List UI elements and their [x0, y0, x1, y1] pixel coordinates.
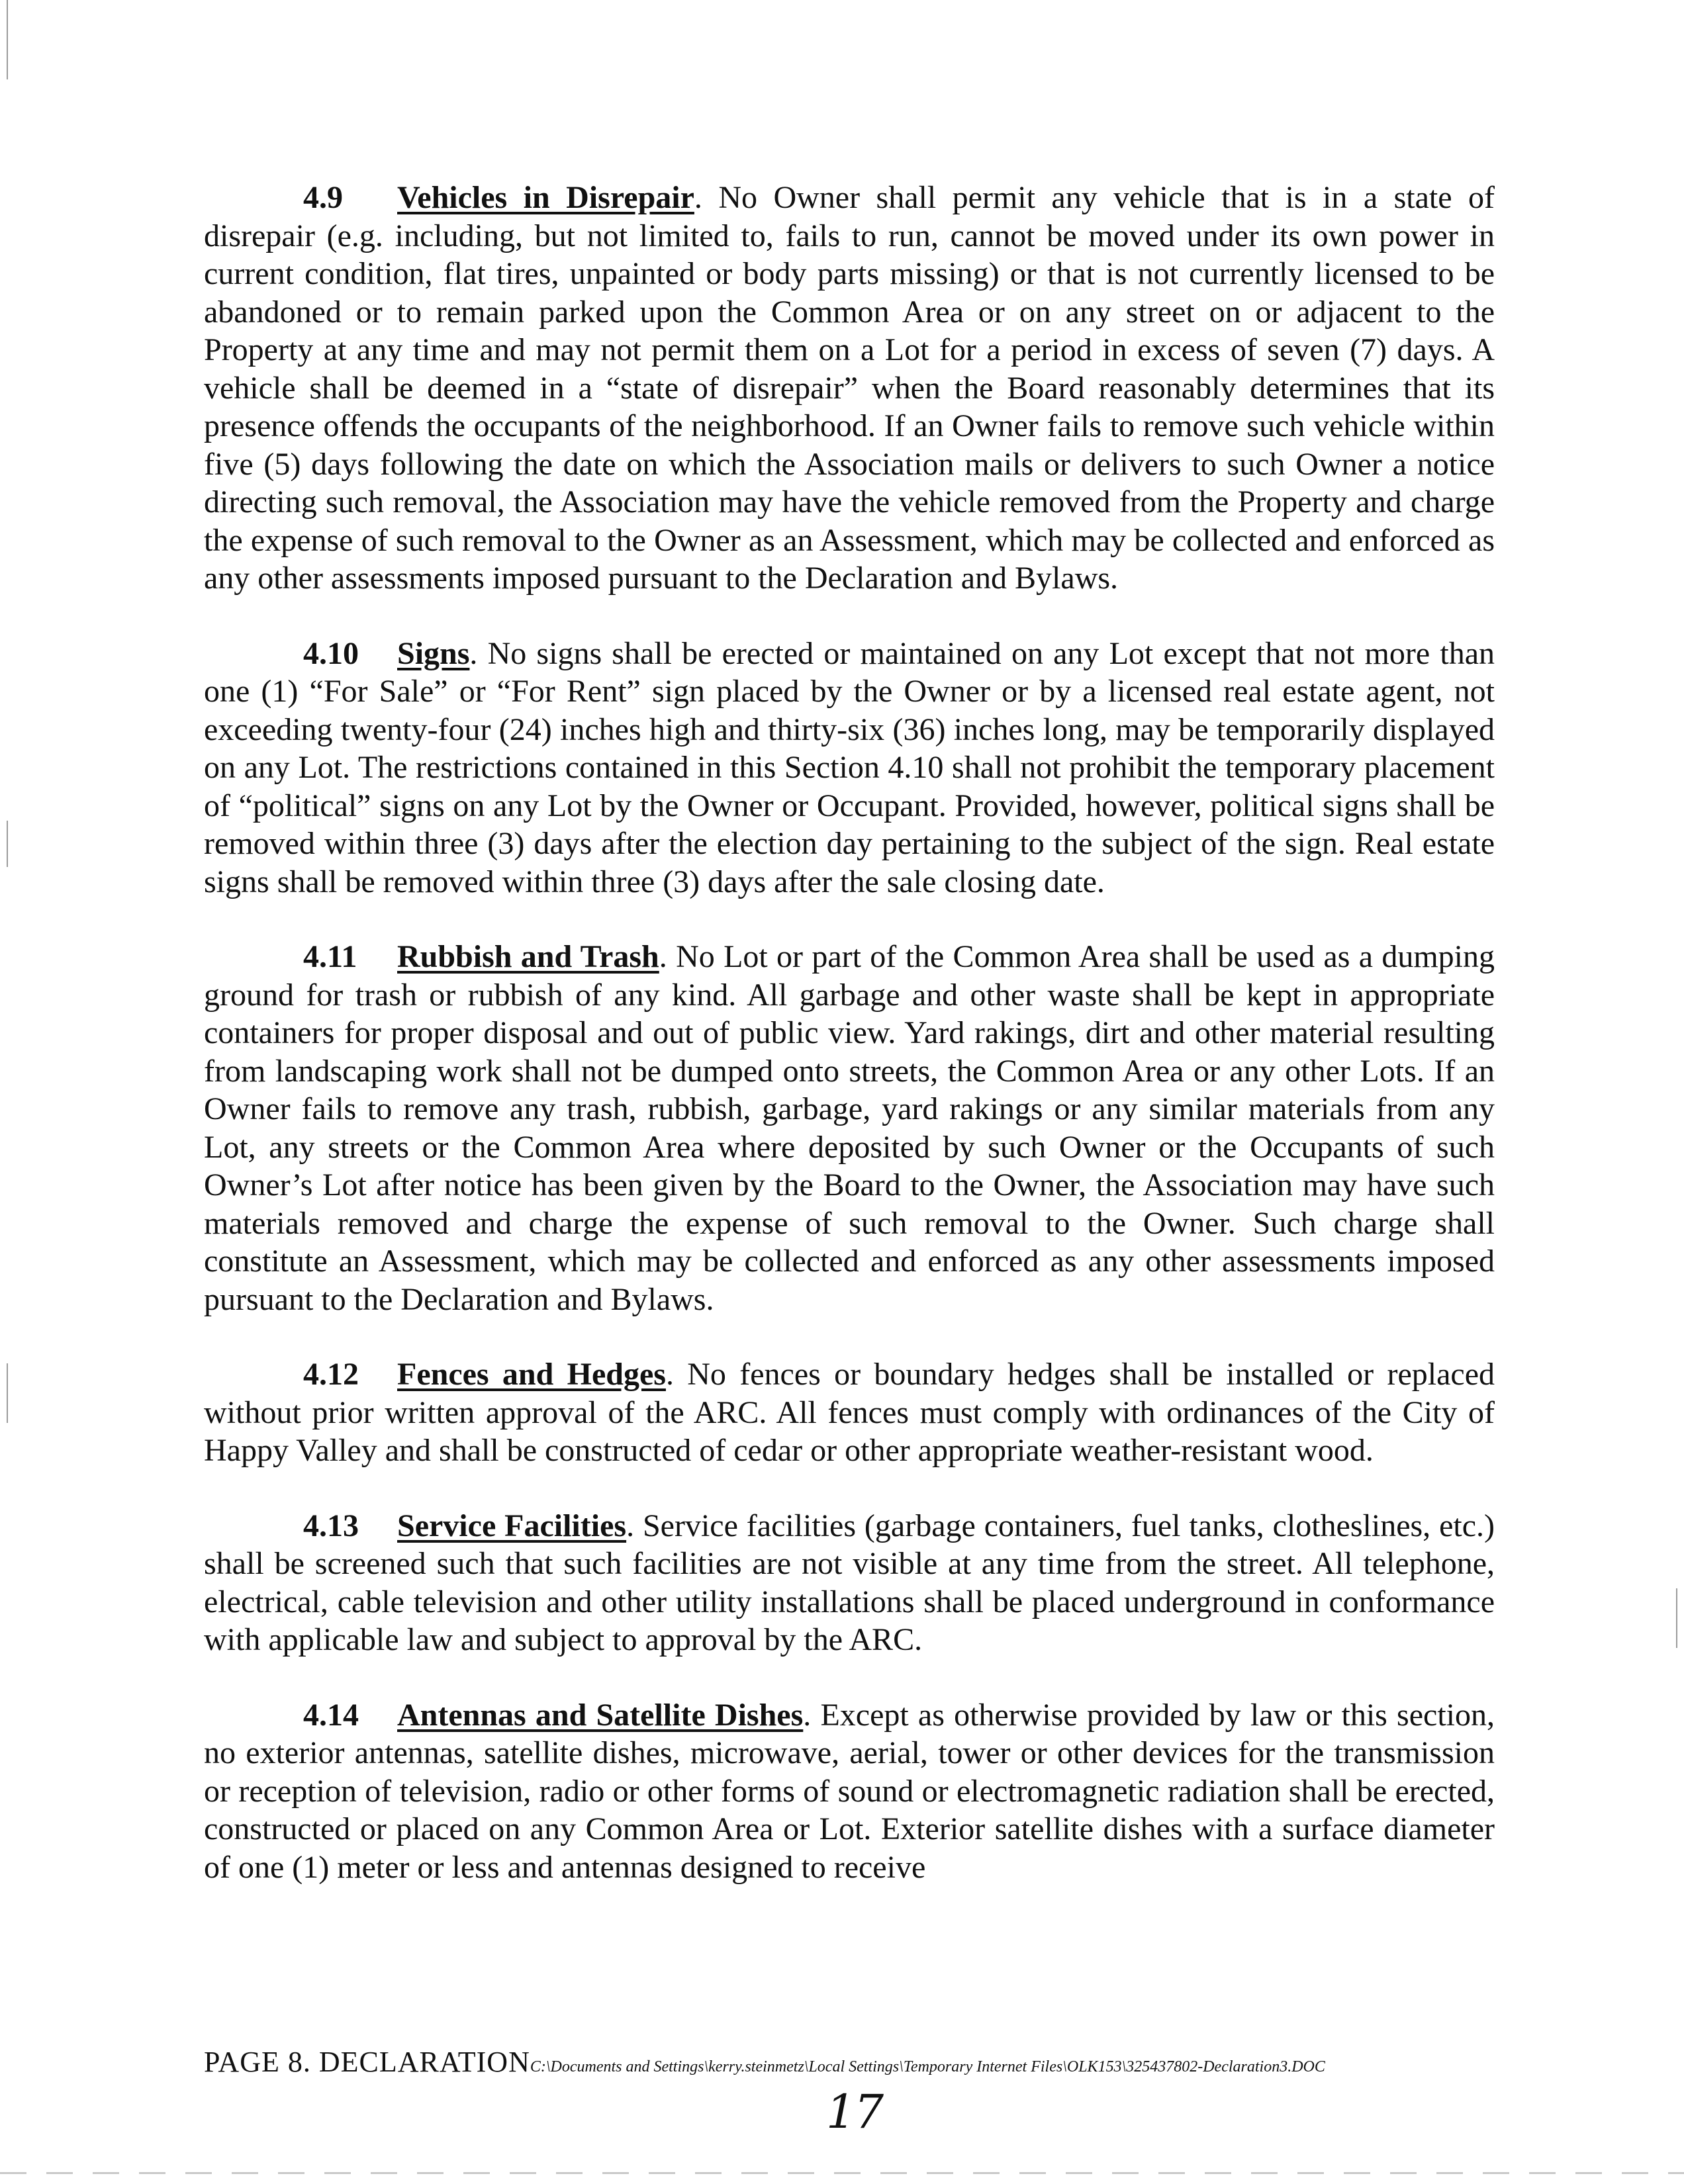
section-number: 4.12	[303, 1357, 359, 1392]
footer-file-path: C:\Documents and Settings\kerry.steinmetz\Local Settings\Temporary Internet Files\OLK153\325437802-Declaration3.DOC	[530, 2058, 1325, 2075]
section-text: . No Lot or part of the Common Area shall be used as a dumping ground for trash or rubbish of any kind. All garbage and other waste shall be kept in appropriate containers for proper disposal and out of public view. Yard rakings, dirt and other material resulting from landscaping work shall not be dumped onto streets, the Common Area or any other Lots. If an Owner fails to remove any trash, rubbish, garbage, yard rakings or any similar materials from any Lot, any streets or the Common Area where deposited by such Owner or the Occupants of such Owner’s Lot after notice has been given by the Board to the Owner, the Association may have such materials removed and charge the expense of such removal to the Owner. Such charge shall constitute an Assessment, which may be collected and enforced as any other assessments imposed pursuant to the Declaration and Bylaws.	[204, 939, 1495, 1317]
section-text: . Except as otherwise provided by law or this section, no exterior antennas, satellite dishes, microwave, aerial, tower or other devices for the transmission or reception of television, radio or other forms of sound or electromagnetic radiation shall be erected, constructed or placed on any Common Area or Lot. Exterior satellite dishes with a surface diameter of one (1) meter or less and antennas designed to receive	[204, 1697, 1495, 1885]
section-4-11	[204, 938, 1495, 1318]
section-title: Antennas and Satellite Dishes	[397, 1697, 804, 1733]
section-4-14	[204, 1696, 1495, 1887]
handwritten-page-number: 17	[826, 2085, 883, 2139]
section-4-12	[204, 1355, 1495, 1470]
page-footer	[204, 2045, 1594, 2079]
section-title: Rubbish and Trash	[397, 939, 659, 974]
section-title: Fences and Hedges	[397, 1357, 666, 1392]
section-number: 4.10	[303, 635, 359, 671]
scan-edge-mark	[1676, 1588, 1677, 1648]
footer-label: PAGE 8. DECLARATION	[204, 2046, 530, 2078]
document-body	[204, 179, 1495, 1886]
scan-edge-mark	[7, 1363, 8, 1423]
section-number: 4.9	[303, 180, 343, 215]
section-4-10	[204, 635, 1495, 901]
scan-edge-mark	[7, 0, 8, 79]
section-title: Service Facilities	[397, 1508, 627, 1543]
section-text: . No fences or boundary hedges shall be installed or replaced without prior written approval of the ARC. All fences must comply with ordinances of the City of Happy Valley and shall be constructed of cedar or other appropriate weather-resistant wood.	[204, 1357, 1495, 1468]
section-4-9	[204, 179, 1495, 598]
section-text: . No Owner shall permit any vehicle that is in a state of disrepair (e.g. including, but not limited to, fails to run, cannot be moved under its own power in current condition, flat tires, unpainted or body parts missing) or that is not currently licensed to be abandoned or to remain parked upon the Common Area or on any street on or adjacent to the Property at any time and may not permit them on a Lot for a period in excess of seven (7) days. A vehicle shall be deemed in a “state of disrepair” when the Board reasonably determines that its presence offends the occupants of the neighborhood. If an Owner fails to remove such vehicle within five (5) days following the date on which the Association mails or delivers to such Owner a notice directing such removal, the Association may have the vehicle removed from the Property and charge the expense of such removal to the Owner as an Assessment, which may be collected and enforced as any other assessments imposed pursuant to the Declaration and Bylaws.	[204, 180, 1495, 596]
section-number: 4.14	[303, 1697, 359, 1733]
section-number: 4.13	[303, 1508, 359, 1543]
section-4-13	[204, 1507, 1495, 1659]
section-title: Signs	[397, 635, 470, 671]
section-title: Vehicles in Disrepair	[397, 180, 694, 215]
scan-bottom-edge	[0, 2172, 1684, 2174]
scan-edge-mark	[7, 821, 8, 867]
section-text: . Service facilities (garbage containers, fuel tanks, clotheslines, etc.) shall be screened such that such facilities are not visible at any time from the street. All telephone, electrical, cable television and other utility installations shall be placed underground in conformance with applicable law and subject to approval by the ARC.	[204, 1508, 1495, 1657]
section-text: . No signs shall be erected or maintained on any Lot except that not more than one (1) “For Sale” or “For Rent” sign placed by the Owner or by a licensed real estate agent, not exceeding twenty-four (24) inches high and thirty-six (36) inches long, may be temporarily displayed on any Lot. The restrictions contained in this Section 4.10 shall not prohibit the temporary placement of “political” signs on any Lot by the Owner or Occupant. Provided, however, political signs shall be removed within three (3) days after the election day pertaining to the subject of the sign. Real estate signs shall be removed within three (3) days after the sale closing date.	[204, 635, 1495, 899]
section-number: 4.11	[303, 939, 357, 974]
